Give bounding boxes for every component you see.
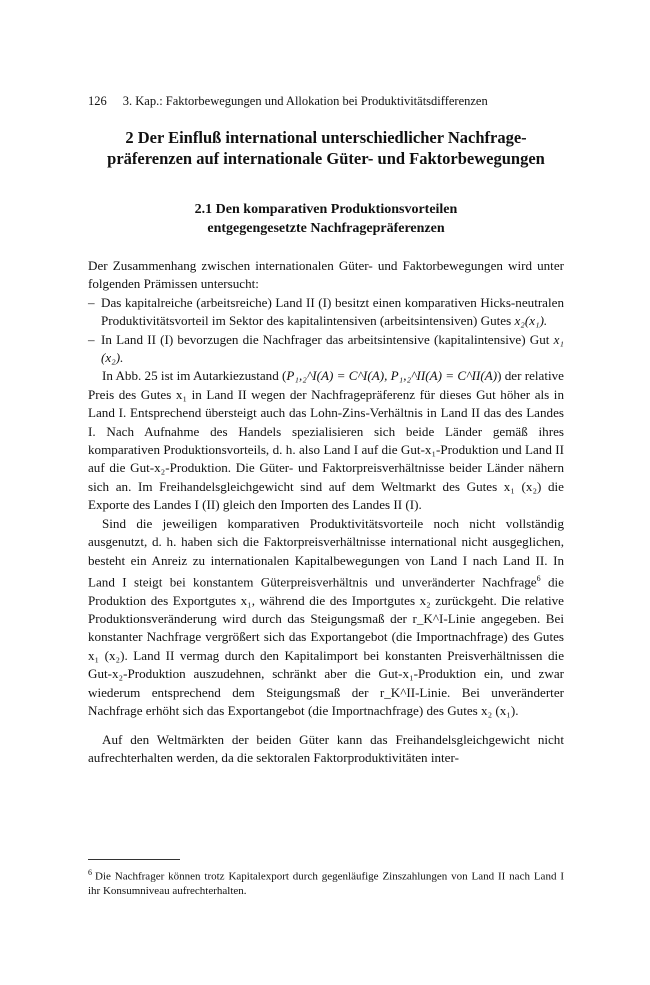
chapter-title-line-1: 2 Der Einfluß international unterschiedlicher Nachfrage- xyxy=(125,128,527,147)
paragraph-1-start: In Abb. 25 ist im Autarkiezustand ( xyxy=(102,368,287,384)
premise-2-text: In Land II (I) bevorzugen die Nachfrager das arbeitsintensive (kapitalintensive) Gut xyxy=(101,331,554,347)
premise-item-2 xyxy=(88,331,564,368)
running-header xyxy=(88,94,578,109)
paragraph-2-rest: die Produktion des Exportgutes x₁, während die des Importgutes x₂ zurückgeht. Die relative Produktionsveränderung wird durch das Steigungsmaß der r_K^I-Linie angegeben. Bei konstanter Nachfrage vergrößert sich das Exportangebot (die Importnachfrage) des Gutes x₁ (x₂). Land II vermag durch den Kapitalimport bei konstanten Preisverhältnissen die Gut-x₂-Produktion auszudehnen, schränkt aber die Gut-x₁-Produktion ein, und zwar wiederum entsprechend dem Steigungsmaß der r_K^II-Linie. Bei unveränderter Nachfrage erhöht sich das Exportangebot (die Importnachfrage) des Gutes x₂ (x₁). xyxy=(88,574,564,719)
section-title-line-1: 2.1 Den komparativen Produktionsvorteilen xyxy=(194,202,458,217)
footnote-divider xyxy=(88,859,180,860)
running-title: 3. Kap.: Faktorbewegungen und Allokation bei Produktivitätsdifferenzen xyxy=(122,94,488,108)
paragraph-1-rest: ) der relative Preis des Gutes x₁ in Land II wegen der Nachfragepräferenz für dieses Gut höher als in Land I. Entsprechend übersteigt auch das Lohn-Zins-Verhältnis in Land II das des Landes I. Nach Aufnahme des Handels spezialisieren sich beide Länder gemäß ihres komparativen Produktionsvorteils, d. h. also Land I auf die Gut-x₁-Produktion und Land II auf die Gut-x₂-Produktion. Die Güter- und Faktorpreisverhältnisse beider Länder nähern sich an. Im Freihandelsgleichgewicht sind auf dem Weltmarkt des Gutes x₁ (x₂) die Exporte des Landes I (II) gleich den Importen des Landes II (I). xyxy=(88,368,564,513)
paragraph-2-start: Sind die jeweiligen komparativen Produktivitätsvorteile noch nicht vollständig ausgenutzt, d. h. haben sich die Faktorpreisverhältnisse international nicht ausgeglichen, besteht ein Anreiz zu internationalen Kapitalbewegungen von Land I nach Land II. In Land I steigt bei konstantem Güterpreisverhältnis und unveränderter Nachfrage xyxy=(88,515,564,590)
body-text xyxy=(88,257,564,767)
section-title xyxy=(88,200,564,238)
section-title-line-2: entgegengesetzte Nachfragepräferenzen xyxy=(207,221,445,236)
list-dash: – xyxy=(88,331,95,347)
premise-item-1 xyxy=(88,294,564,331)
premise-1-text: Das kapitalreiche (arbeitsreiche) Land II (I) besitzt einen komparativen Hicks-neutralen Produktivitätsvorteil im Sektor des kapitalintensiven (arbeitsintensiven) Gutes xyxy=(101,294,564,329)
page-number: 126 xyxy=(88,94,107,108)
autarky-formula: P₁,₂^I(A) = C^I(A), P₁,₂^II(A) = C^II(A) xyxy=(286,368,498,384)
list-dash: – xyxy=(88,294,95,310)
footnote-text: Die Nachfrager können trotz Kapitalexport durch gegenläufige Zinszahlungen von Land II nach Land I ihr Konsumniveau aufrechterhalten. xyxy=(88,870,564,898)
paragraph-1 xyxy=(88,367,564,514)
premise-2-formula: x₁ (x₂). xyxy=(101,331,564,366)
footnote-reference: 6 xyxy=(536,573,541,583)
footnote-mark: 6 xyxy=(88,868,92,877)
paragraph-2 xyxy=(88,515,564,721)
chapter-title-line-2: präferenzen auf internationale Güter- und Faktorbewegungen xyxy=(107,149,545,168)
premise-1-formula: x₂(x₁). xyxy=(514,313,548,329)
paragraph-3: Auf den Weltmärkten der beiden Güter kann das Freihandelsgleichgewicht nicht aufrechterhalten werden, da die sektoralen Faktorproduktivitäten inter- xyxy=(88,731,564,765)
chapter-title xyxy=(88,127,564,169)
premise-list xyxy=(88,294,564,368)
footnote xyxy=(88,866,564,899)
intro-paragraph: Der Zusammenhang zwischen internationalen Güter- und Faktorbewegungen wird unter folgenden Prämissen untersucht: xyxy=(88,258,564,292)
